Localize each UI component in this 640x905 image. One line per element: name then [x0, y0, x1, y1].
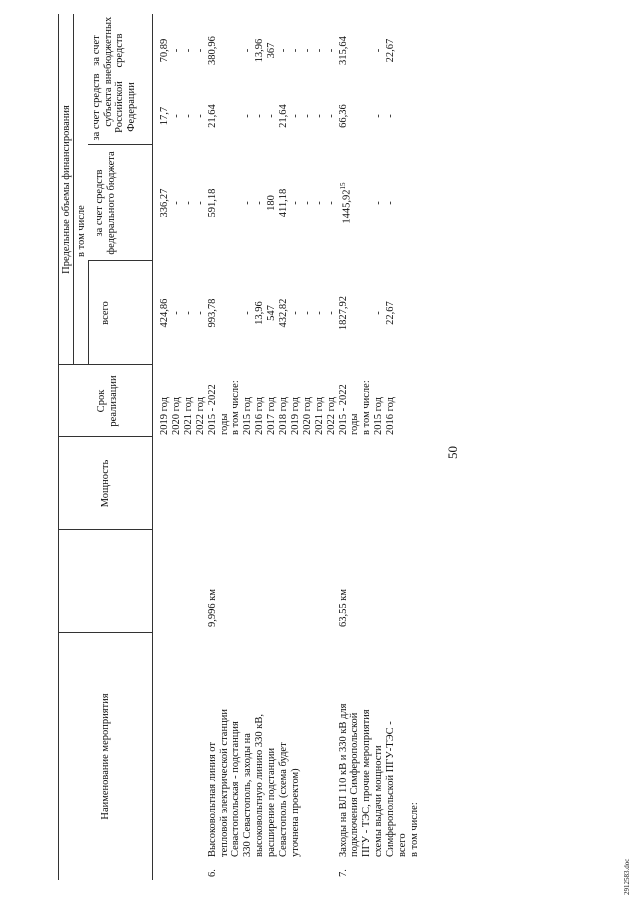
item-name-line: высоковольтную линию 330 кВ, [254, 714, 266, 857]
item-name-line: уточнена проектом) [289, 768, 301, 857]
cell-ext: - [289, 48, 301, 53]
cell-term: в том числе: [230, 380, 242, 435]
cell-ext: - [301, 48, 313, 53]
cell-fed: 180 [266, 195, 278, 211]
cell-ext: 380,96 [206, 36, 218, 65]
cell-ext: - [242, 48, 254, 53]
cell-term: 2015 год [242, 397, 254, 435]
page-number: 50 [445, 446, 460, 459]
item-name-line: подключения Симферопольской [349, 712, 361, 857]
header-financing: Предельные объемы финансирования [61, 105, 72, 274]
item-power: 9,996 км [206, 589, 218, 627]
cell-fed: - [242, 201, 254, 205]
cell-ext: 22,67 [385, 38, 397, 63]
item-name-line: расширение подстанции [266, 747, 278, 857]
cell-reg: - [254, 114, 266, 118]
cell-ext: - [170, 48, 182, 53]
cell-term: 2016 год [385, 397, 397, 435]
cell-fed: - [301, 201, 313, 205]
header-power: Мощность [100, 459, 111, 508]
item-name-line: 330 Севастополь, заходы на [242, 733, 254, 857]
cell-total: 547 [266, 305, 278, 321]
cell-term: годы [349, 413, 361, 435]
cell-term: 2015 год [373, 397, 385, 435]
cell-ext: 367 [266, 42, 278, 59]
cell-reg: - [170, 114, 182, 118]
cell-total: 1827,92 [337, 295, 349, 331]
cell-fed: - [313, 201, 325, 205]
cell-term: 2021 год [313, 397, 325, 435]
cell-fed: - [373, 201, 385, 205]
cell-total: - [170, 311, 182, 315]
header-federal: за счет средств федерального бюджета [94, 151, 117, 255]
header-incl: в том числе [76, 205, 87, 257]
cell-ext: - [325, 48, 337, 53]
col-rule-regional [88, 144, 152, 145]
cell-ext: 315,64 [337, 36, 349, 65]
header-bottom-rule [152, 14, 153, 880]
item-name-line: схемы выдачи мощности [373, 745, 385, 857]
cell-reg: - [242, 114, 254, 118]
item-name-line: всего [397, 833, 408, 857]
cell-total: - [242, 311, 254, 315]
incl-rule [88, 261, 89, 365]
cell-reg: - [325, 114, 337, 118]
cell-total: 13,96 [254, 301, 266, 325]
cell-reg: - [373, 114, 385, 118]
item-name-line: Севастополь (схема будет [278, 742, 289, 857]
cell-ext: - [313, 48, 325, 53]
header-name: Наименование мероприятия [100, 693, 111, 820]
cell-total: 424,86 [159, 298, 170, 328]
item-number: 6. [206, 869, 218, 877]
cell-fed: 336,27 [159, 188, 170, 218]
cell-total: - [182, 311, 194, 315]
cell-total: 432,82 [278, 298, 289, 328]
cell-reg: - [182, 114, 194, 118]
cell-fed: 411,18 [278, 188, 289, 218]
cell-reg: - [194, 114, 206, 118]
cell-ext: - [373, 48, 385, 53]
cell-total: - [325, 311, 337, 315]
cell-fed: - [325, 201, 337, 205]
cell-reg: - [289, 114, 301, 118]
cell-term: 2020 год [170, 397, 182, 435]
cell-fed: - [170, 201, 182, 205]
cell-reg: 21,64 [206, 104, 218, 128]
cell-total: 993,78 [206, 298, 218, 328]
cell-reg: 66,36 [337, 104, 349, 128]
item-name-line: Севастопольская - подстанция [230, 721, 242, 857]
header-total: всего [100, 301, 111, 325]
cell-term: 2020 год [301, 397, 313, 435]
item-name-line: в том числе: [408, 802, 420, 857]
cell-term: 2015 - 2022 [337, 384, 349, 435]
cell-term: в том числе: [361, 380, 373, 435]
cell-total: 22,67 [385, 301, 397, 325]
financing-rule [73, 14, 74, 365]
cell-ext: - [278, 48, 289, 53]
cell-ext: - [194, 48, 206, 53]
item-name-line: Высоковольтная линия от [206, 742, 218, 857]
cell-ext: 70,89 [159, 38, 170, 63]
cell-ext: 13,96 [254, 38, 266, 63]
cell-reg: 21,64 [278, 104, 289, 128]
table-top-rule [58, 14, 59, 880]
cell-term: 2018 год [278, 397, 289, 435]
cell-term: годы [218, 413, 230, 435]
cell-reg: - [385, 114, 397, 118]
cell-term: 2022 год [194, 397, 206, 435]
item-power: 63,55 км [337, 589, 349, 627]
cell-total: - [194, 311, 206, 315]
cell-reg: - [313, 114, 325, 118]
cell-total: - [301, 311, 313, 315]
item-name-line: Заходы на ВЛ 110 кВ и 330 кВ для [337, 703, 349, 857]
cell-reg: - [301, 114, 313, 118]
header-extra: за счет внебюджетных средств [91, 16, 125, 85]
cell-total: - [373, 311, 385, 315]
cell-term: 2015 - 2022 [206, 384, 218, 435]
cell-term: 2016 год [254, 397, 266, 435]
cell-total: - [289, 311, 301, 315]
cell-ext: - [182, 48, 194, 53]
cell-fed: 591,18 [206, 188, 218, 218]
cell-term: 2021 год [182, 397, 194, 435]
footer-code: 2912583.doc [623, 858, 631, 895]
cell-fed: - [182, 201, 194, 205]
cell-reg: 17,7 [159, 106, 170, 126]
item-name-line: ПГУ - ТЭС, прочие мероприятия [361, 709, 373, 857]
cell-fed: 1445,92$^{15}$ [338, 182, 352, 224]
cell-total: - [313, 311, 325, 315]
cell-fed: - [289, 201, 301, 205]
cell-term: 2017 год [266, 397, 278, 435]
cell-fed: - [385, 201, 397, 205]
col-rule-federal [88, 260, 152, 261]
cell-term: 2019 год [159, 397, 170, 435]
item-name-line: Симферопольской ПГУ-ТЭС - [385, 721, 397, 857]
item-number: 7. [337, 869, 349, 877]
cell-fed: - [254, 201, 266, 205]
header-regional: за счет средств субъекта Российской Федерации [91, 73, 137, 141]
header-term: Срок реализации [96, 375, 119, 427]
cell-reg: - [266, 114, 278, 118]
item-name-line: тепловой электрической станции [218, 709, 230, 857]
cell-term: 2022 год [325, 397, 337, 435]
footnote-ref: 15 [338, 182, 347, 190]
cell-term: 2019 год [289, 397, 301, 435]
cell-fed: - [194, 201, 206, 205]
